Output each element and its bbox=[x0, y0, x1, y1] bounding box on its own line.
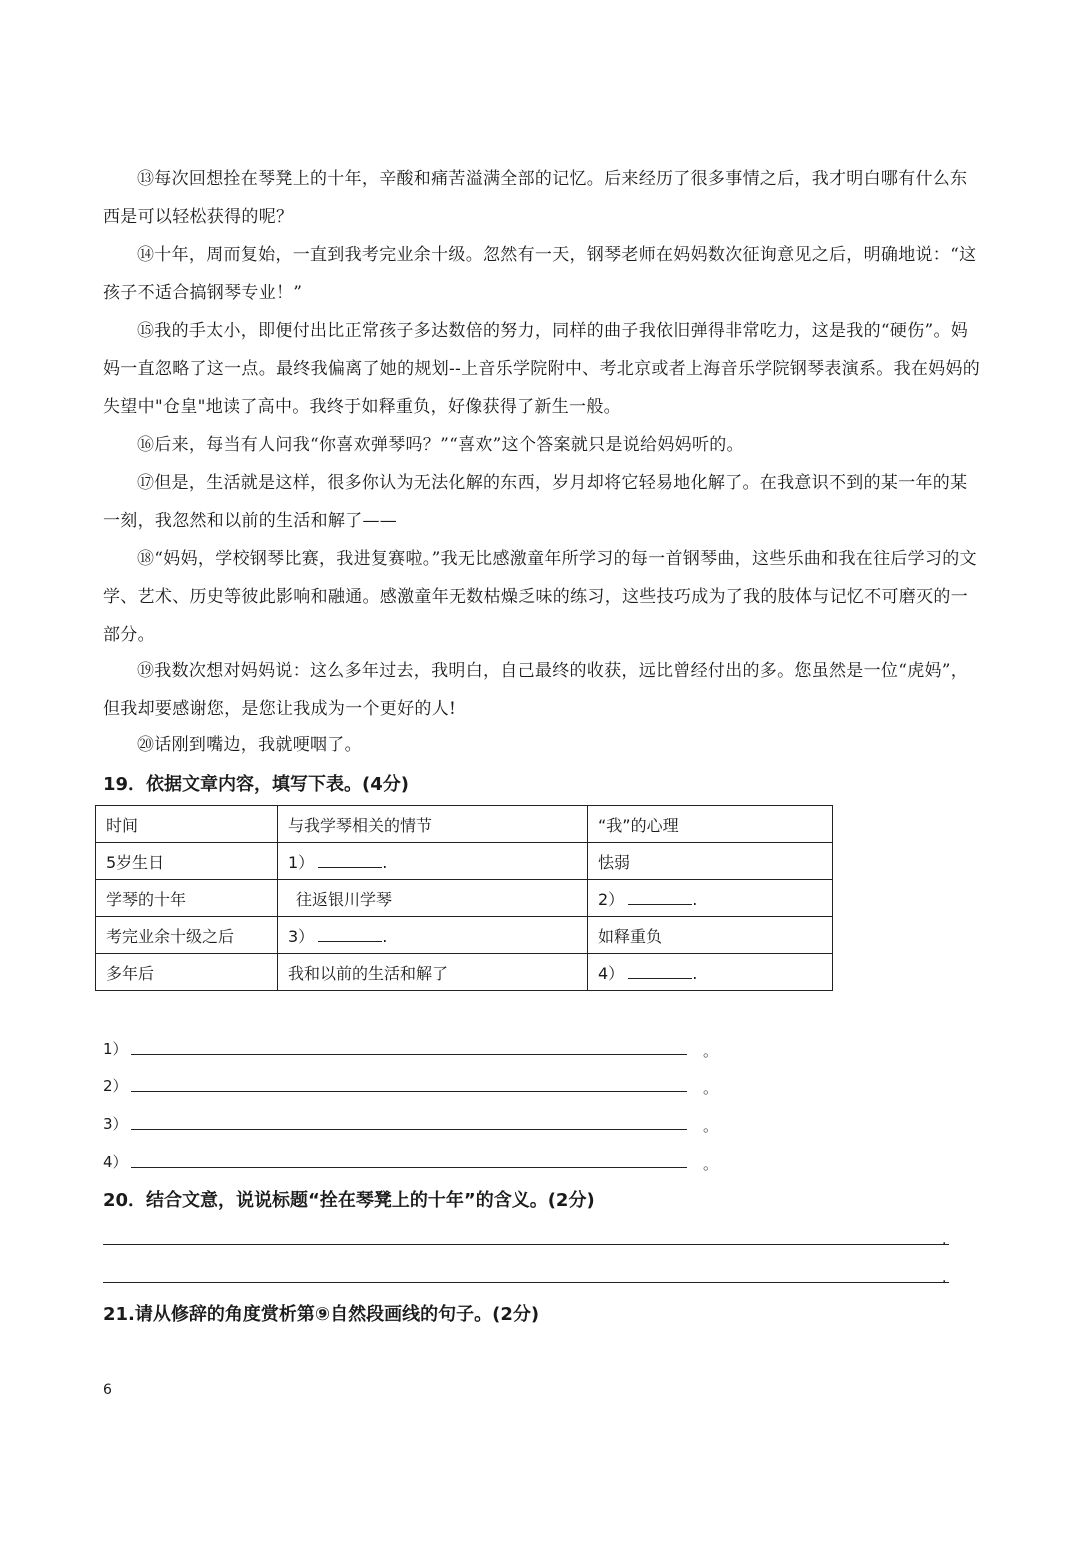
header-mood: “我”的心理 bbox=[588, 806, 833, 843]
answer-period: 。 bbox=[703, 1155, 719, 1173]
table-cell-blank[interactable] bbox=[588, 880, 833, 917]
header-time: 时间 bbox=[96, 806, 278, 843]
paragraph-14: ⑭十年，周而复始，一直到我考完业余十级。忽然有一天，钢琴老师在妈妈数次征询意见之后，明确地说：“这孩子不适合搞钢琴专业！” bbox=[103, 245, 977, 303]
table-cell: 往返银川学琴 bbox=[278, 880, 588, 917]
answer-number: 4） bbox=[103, 1153, 128, 1171]
answer-number: 1） bbox=[103, 1040, 128, 1058]
blank-label: 1） bbox=[288, 852, 315, 872]
table-cell: 如释重负 bbox=[588, 917, 833, 954]
table-row bbox=[96, 917, 833, 954]
answer-period: 。 bbox=[703, 1079, 719, 1097]
answer-period: 。 bbox=[703, 1117, 719, 1135]
paragraph-19: ⑲我数次想对妈妈说：这么多年过去，我明白，自己最终的收获，远比曾经付出的多。您虽然是一位“虎妈”，但我却要感谢您，是您让我成为一个更好的人! bbox=[103, 661, 969, 719]
table-cell: 怯弱 bbox=[588, 843, 833, 880]
table-cell: 多年后 bbox=[96, 954, 278, 991]
table-header-row bbox=[96, 806, 833, 843]
blank-line bbox=[628, 890, 692, 905]
paragraph-16: ⑯后来，每当有人问我“你喜欢弹琴吗？”“喜欢”这个答案就只是说给妈妈听的。 bbox=[137, 435, 744, 455]
answer-number: 2） bbox=[103, 1077, 128, 1095]
q20-answer-line-1[interactable] bbox=[103, 1244, 949, 1245]
answer-underline bbox=[131, 1129, 687, 1130]
blank-line bbox=[628, 964, 692, 979]
paragraph-20: ⑳话刚到嘴边，我就哽咽了。 bbox=[137, 735, 362, 755]
blank-suffix: . bbox=[382, 852, 388, 872]
header-plot: 与我学琴相关的情节 bbox=[278, 806, 588, 843]
answer-number: 3） bbox=[103, 1115, 128, 1133]
table-cell-blank[interactable] bbox=[588, 954, 833, 991]
blank-line bbox=[318, 853, 382, 868]
table-cell-blank[interactable] bbox=[278, 843, 588, 880]
table-row bbox=[96, 843, 833, 880]
answer-line-1[interactable] bbox=[103, 1036, 723, 1062]
paragraph-18: ⑱“妈妈，学校钢琴比赛，我进复赛啦。”我无比感激童年所学习的每一首钢琴曲，这些乐曲和我在往后学习的文学、艺术、历史等彼此影响和融通。感激童年无数枯燥乏味的练习，这些技巧成为了我的肢体与记忆不可磨灭的一部分。 bbox=[103, 549, 977, 645]
answer-period: 。 bbox=[703, 1042, 719, 1060]
blank-label: 4） bbox=[598, 963, 625, 983]
paragraph-15: ⑮我的手太小，即便付出比正常孩子多达数倍的努力，同样的曲子我依旧弹得非常吃力，这是我的“硬伤”。妈妈一直忽略了这一点。最终我偏离了她的规划--上音乐学院附中、考北京或者上海音乐学院钢琴表演系。我在妈妈的失望中"仓皇"地读了高中。我终于如释重负，好像获得了新生一般。 bbox=[103, 321, 981, 417]
blank-line bbox=[318, 927, 382, 942]
table-cell: 考完业余十级之后 bbox=[96, 917, 278, 954]
table-row bbox=[96, 954, 833, 991]
blank-suffix: . bbox=[692, 889, 698, 909]
question-19-table bbox=[95, 805, 833, 991]
answer-underline bbox=[131, 1167, 687, 1168]
answer-line-3[interactable] bbox=[103, 1111, 723, 1137]
blank-label: 2） bbox=[598, 889, 625, 909]
paragraph-17: ⑰但是，生活就是这样，很多你认为无法化解的东西，岁月却将它轻易地化解了。在我意识不到的某一年的某一刻，我忽然和以前的生活和解了—— bbox=[103, 473, 968, 531]
question-21-title: 21.请从修辞的角度赏析第⑨自然段画线的句子。(2分) bbox=[103, 1304, 540, 1325]
page-number: 6 bbox=[103, 1382, 112, 1398]
blank-suffix: . bbox=[382, 926, 388, 946]
paragraph-13: ⑬每次回想拴在琴凳上的十年，辛酸和痛苦溢满全部的记忆。后来经历了很多事情之后，我才明白哪有什么东西是可以轻松获得的呢？ bbox=[103, 169, 968, 227]
blank-suffix: . bbox=[692, 963, 698, 983]
table-cell: 5岁生日 bbox=[96, 843, 278, 880]
q20-line-end-1: . bbox=[942, 1232, 947, 1248]
table-row bbox=[96, 880, 833, 917]
answer-line-2[interactable] bbox=[103, 1073, 723, 1099]
table-cell: 学琴的十年 bbox=[96, 880, 278, 917]
table-cell: 我和以前的生活和解了 bbox=[278, 954, 588, 991]
q20-line-end-2: . bbox=[942, 1270, 947, 1286]
question-20-title: 20．结合文意，说说标题“拴在琴凳上的十年”的含义。(2分) bbox=[103, 1190, 595, 1211]
q20-answer-line-2[interactable] bbox=[103, 1282, 949, 1283]
blank-label: 3） bbox=[288, 926, 315, 946]
question-19-title: 19．依据文章内容，填写下表。(4分) bbox=[103, 774, 410, 795]
table-cell-blank[interactable] bbox=[278, 917, 588, 954]
answer-underline bbox=[131, 1054, 687, 1055]
answer-underline bbox=[131, 1091, 687, 1092]
answer-line-4[interactable] bbox=[103, 1149, 723, 1175]
